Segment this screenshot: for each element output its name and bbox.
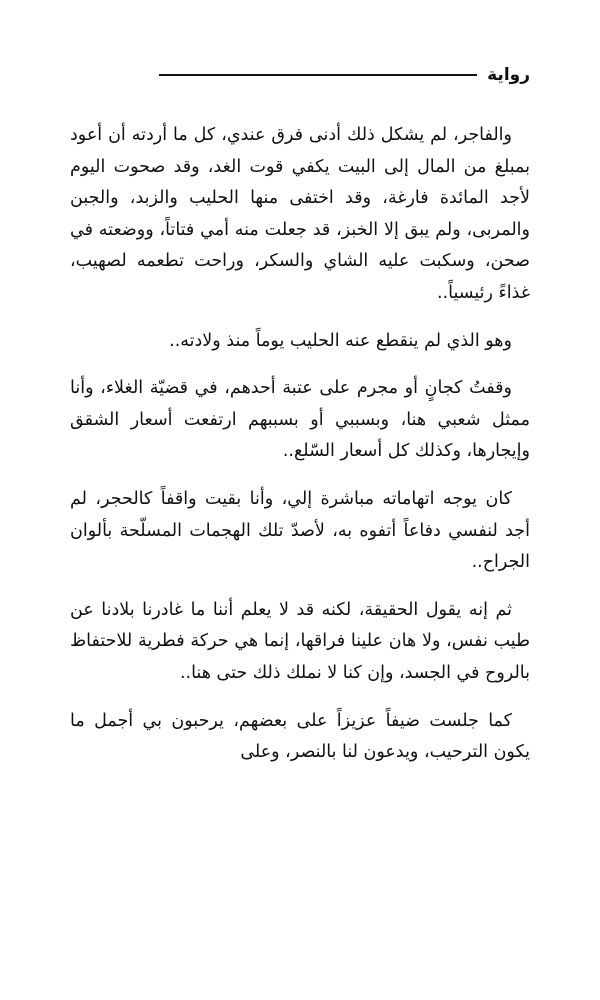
body-text bbox=[70, 120, 530, 769]
paragraph-2: وهو الذي لم ينقطع عنه الحليب يوماً منذ ولادته.. bbox=[169, 330, 512, 351]
paragraph-1: والفاجر، لم يشكل ذلك أدنى فرق عندي، كل ما أردته أن أعود بمبلغ من المال إلى البيت يكفي قوت الغد، وقد صحوت اليوم لأجد المائدة فارغة، وقد اختفى منها الحليب والزبد، والجبن والمربى، ولم يبق إلا الخبز، قد جعلت منه أمي فتاتاً، ووضعته في صحن، وسكبت عليه الشاي والسكر، وراحت تطعمه لصهيب، غذاءً رئيسياً.. bbox=[70, 125, 530, 303]
paragraph-4: كان يوجه اتهاماته مباشرة إلي، وأنا بقيت واقفاً كالحجر، لم أجد لنفسي دفاعاً أتفوه به، لأصدّ تلك الهجمات المسلّحة بألوان الجراح.. bbox=[70, 488, 530, 573]
header-title: رواية bbox=[487, 65, 530, 85]
paragraph-3: وقفتُ كجانٍ أو مجرم على عتبة أحدهم، في قضيّة الغلاء، وأنا ممثل شعبي هنا، وبسببي أو بسببهم ارتفعت أسعار الشقق وإيجارها، وكذلك كل أسعار السّلع.. bbox=[70, 378, 530, 462]
paragraph-6: كما جلست ضيفاً عزيزاً على بعضهم، يرحبون بي أجمل ما يكون الترحيب، ويدعون لنا بالنصر، وعلى bbox=[70, 710, 530, 763]
header-rule bbox=[159, 74, 477, 76]
running-header bbox=[150, 62, 530, 88]
paragraph-5: ثم إنه يقول الحقيقة، لكنه قد لا يعلم أننا ما غادرنا بلادنا عن طيب نفس، ولا هان علينا فراقها، إنما هي حركة فطرية للاحتفاظ بالروح في الجسد، وإن كنا لا نملك ذلك حتى هنا.. bbox=[70, 599, 530, 683]
